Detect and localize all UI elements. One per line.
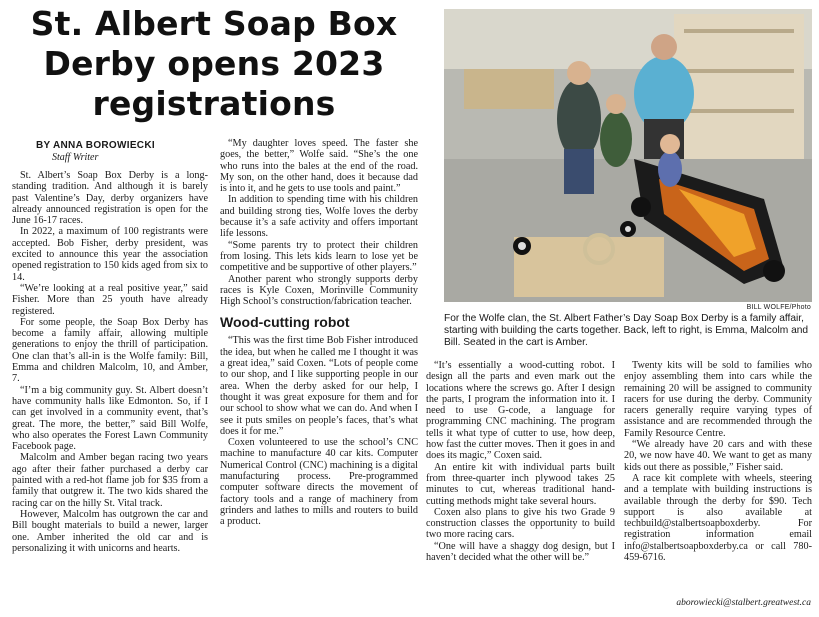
paragraph: An entire kit with individual parts built from three-quarter inch plywood takes 25 minutes to cut, whereas traditional hand-cutting methods might take several hours. xyxy=(426,461,615,507)
paragraph: Another parent who strongly supports derby races is Kyle Coxen, Morinville Community High School’s construction/fabrication teacher. xyxy=(220,273,418,308)
staff-title: Staff Writer xyxy=(52,152,99,163)
paragraph: Coxen volunteered to use the school’s CNC machine to manufacture 40 car kits. Computer Numerical Control (CNC) machining is a digital manufacturing process. Pre-programmed computer software directs the movement of factory tools and a range of machinery from grinders and lathes to mills and routers to build a product. xyxy=(220,437,418,528)
paragraph: “One will have a shaggy dog design, but I haven’t decided what the other will be.” xyxy=(426,540,615,564)
paragraph: St. Albert’s Soap Box Derby is a long-standing tradition. And although it is barely past Valentine’s Day, derby organizers have already announced registration is open for the June 16-17 races. xyxy=(12,170,208,227)
paragraph: “This was the first time Bob Fisher introduced the idea, but when he called me I thought it was a great idea,” said Coxen. “Lots of people come to our shop, and I like supporting people in our area. When the derby asked for our help, I thought it was great exposure for them and for our school to show what we can do. And when I see it puts smiles on people’s faces, that’s what does it for me.” xyxy=(220,335,418,437)
column-3 xyxy=(426,360,615,563)
reporter-email: aborowiecki@stalbert.greatwest.ca xyxy=(676,598,811,608)
paragraph: For some people, the Soap Box Derby has become a family affair, allowing multiple generations to enjoy the thrill of participation. One clan that’s all-in is the Wolfe family: Bill, Emma and children Malcolm, 10, and Amber, 7. xyxy=(12,316,208,385)
headline: St. Albert Soap Box Derby opens 2023 registrations xyxy=(30,4,398,123)
subheading: Wood-cutting robot xyxy=(220,314,350,331)
paragraph: Malcolm and Amber began racing two years ago after their father purchased a derby car painted with a red-hot flame job for $35 from a family that outgrew it. The two kids shared the racing car on the hilly St. Vital track. xyxy=(12,452,208,509)
paragraph: Twenty kits will be sold to families who enjoy assembling them into cars while the remaining 20 will be assigned to community racers for use during the derby. Community racers generally require varying types of assistance and are recommended through the Family Resource Centre. xyxy=(624,360,812,439)
photo-credit: BILL WOLFE/Photo xyxy=(746,304,811,311)
column-4 xyxy=(624,360,812,563)
paragraph: “We’re looking at a real positive year,” said Fisher. More than 25 youth have already registered. xyxy=(12,282,208,317)
derby-family-photo xyxy=(444,9,812,302)
paragraph: “It’s essentially a wood-cutting robot. I design all the parts and even mark out the locations where the screws go. After I design the parts, I program the information into it. I need to use G-code, a language for programming CNC machining. The program tells it what type of cutter to use, how deep, how fast the cutter moves. Then it goes in and does its magic,” Coxen said. xyxy=(426,360,615,462)
paragraph: In addition to spending time with his children and building strong ties, Wolfe loves the derby because it’s a safe activity and offers important life lessons. xyxy=(220,194,418,240)
paragraph: Coxen also plans to give his two Grade 9 construction classes the opportunity to build two more racing cars. xyxy=(426,506,615,541)
paragraph: “We already have 20 cars and with these 20, we now have 40. We want to get as many kids out there as possible,” Fisher said. xyxy=(624,439,812,473)
byline: BY ANNA BOROWIECKI xyxy=(36,140,155,151)
paragraph: “My daughter loves speed. The faster she goes, the better,” Wolfe said. “She’s the one who runs into the bales at the end of the road. My son, on the other hand, does it because dad is into it, and he gets to use tools and paint.” xyxy=(220,138,418,195)
paragraph: “Some parents try to protect their children from losing. This lets kids learn to lose yet be competitive and be supportive of other players.” xyxy=(220,239,418,274)
photo-caption: For the Wolfe clan, the St. Albert Father’s Day Soap Box Derby is a family affair, starting with building the carts together. Back, left to right, is Emma, Malcolm and Bill. Seated in the cart is Amber. xyxy=(444,313,809,348)
column-2 xyxy=(220,138,418,528)
paragraph: However, Malcolm has outgrown the car and Bill bought materials to build a newer, larger one. Amber inherited the old car and is personalizing it with unicorns and hearts. xyxy=(12,508,208,554)
paragraph: A race kit complete with wheels, steering and a template with building instructions is available through the derby for $90. Tech support is also available at techbuild@stalbertsoapboxderby. For registration information email info@stalbertsoapboxderby.ca or call 780-459-6716. xyxy=(624,472,812,564)
paragraph: In 2022, a maximum of 100 registrants were accepted. Bob Fisher, derby president, was excited to announce this year the association opened registration to 150 kids aged from six to 14. xyxy=(12,226,208,283)
column-1 xyxy=(12,170,208,554)
paragraph: “I’m a big community guy. St. Albert doesn’t have community halls like Edmonton. So, if I can get involved in a community event, that’s great. The more, the better,” said Bill Wolfe, who also operates the Forest Lawn Community Facebook page. xyxy=(12,384,208,453)
